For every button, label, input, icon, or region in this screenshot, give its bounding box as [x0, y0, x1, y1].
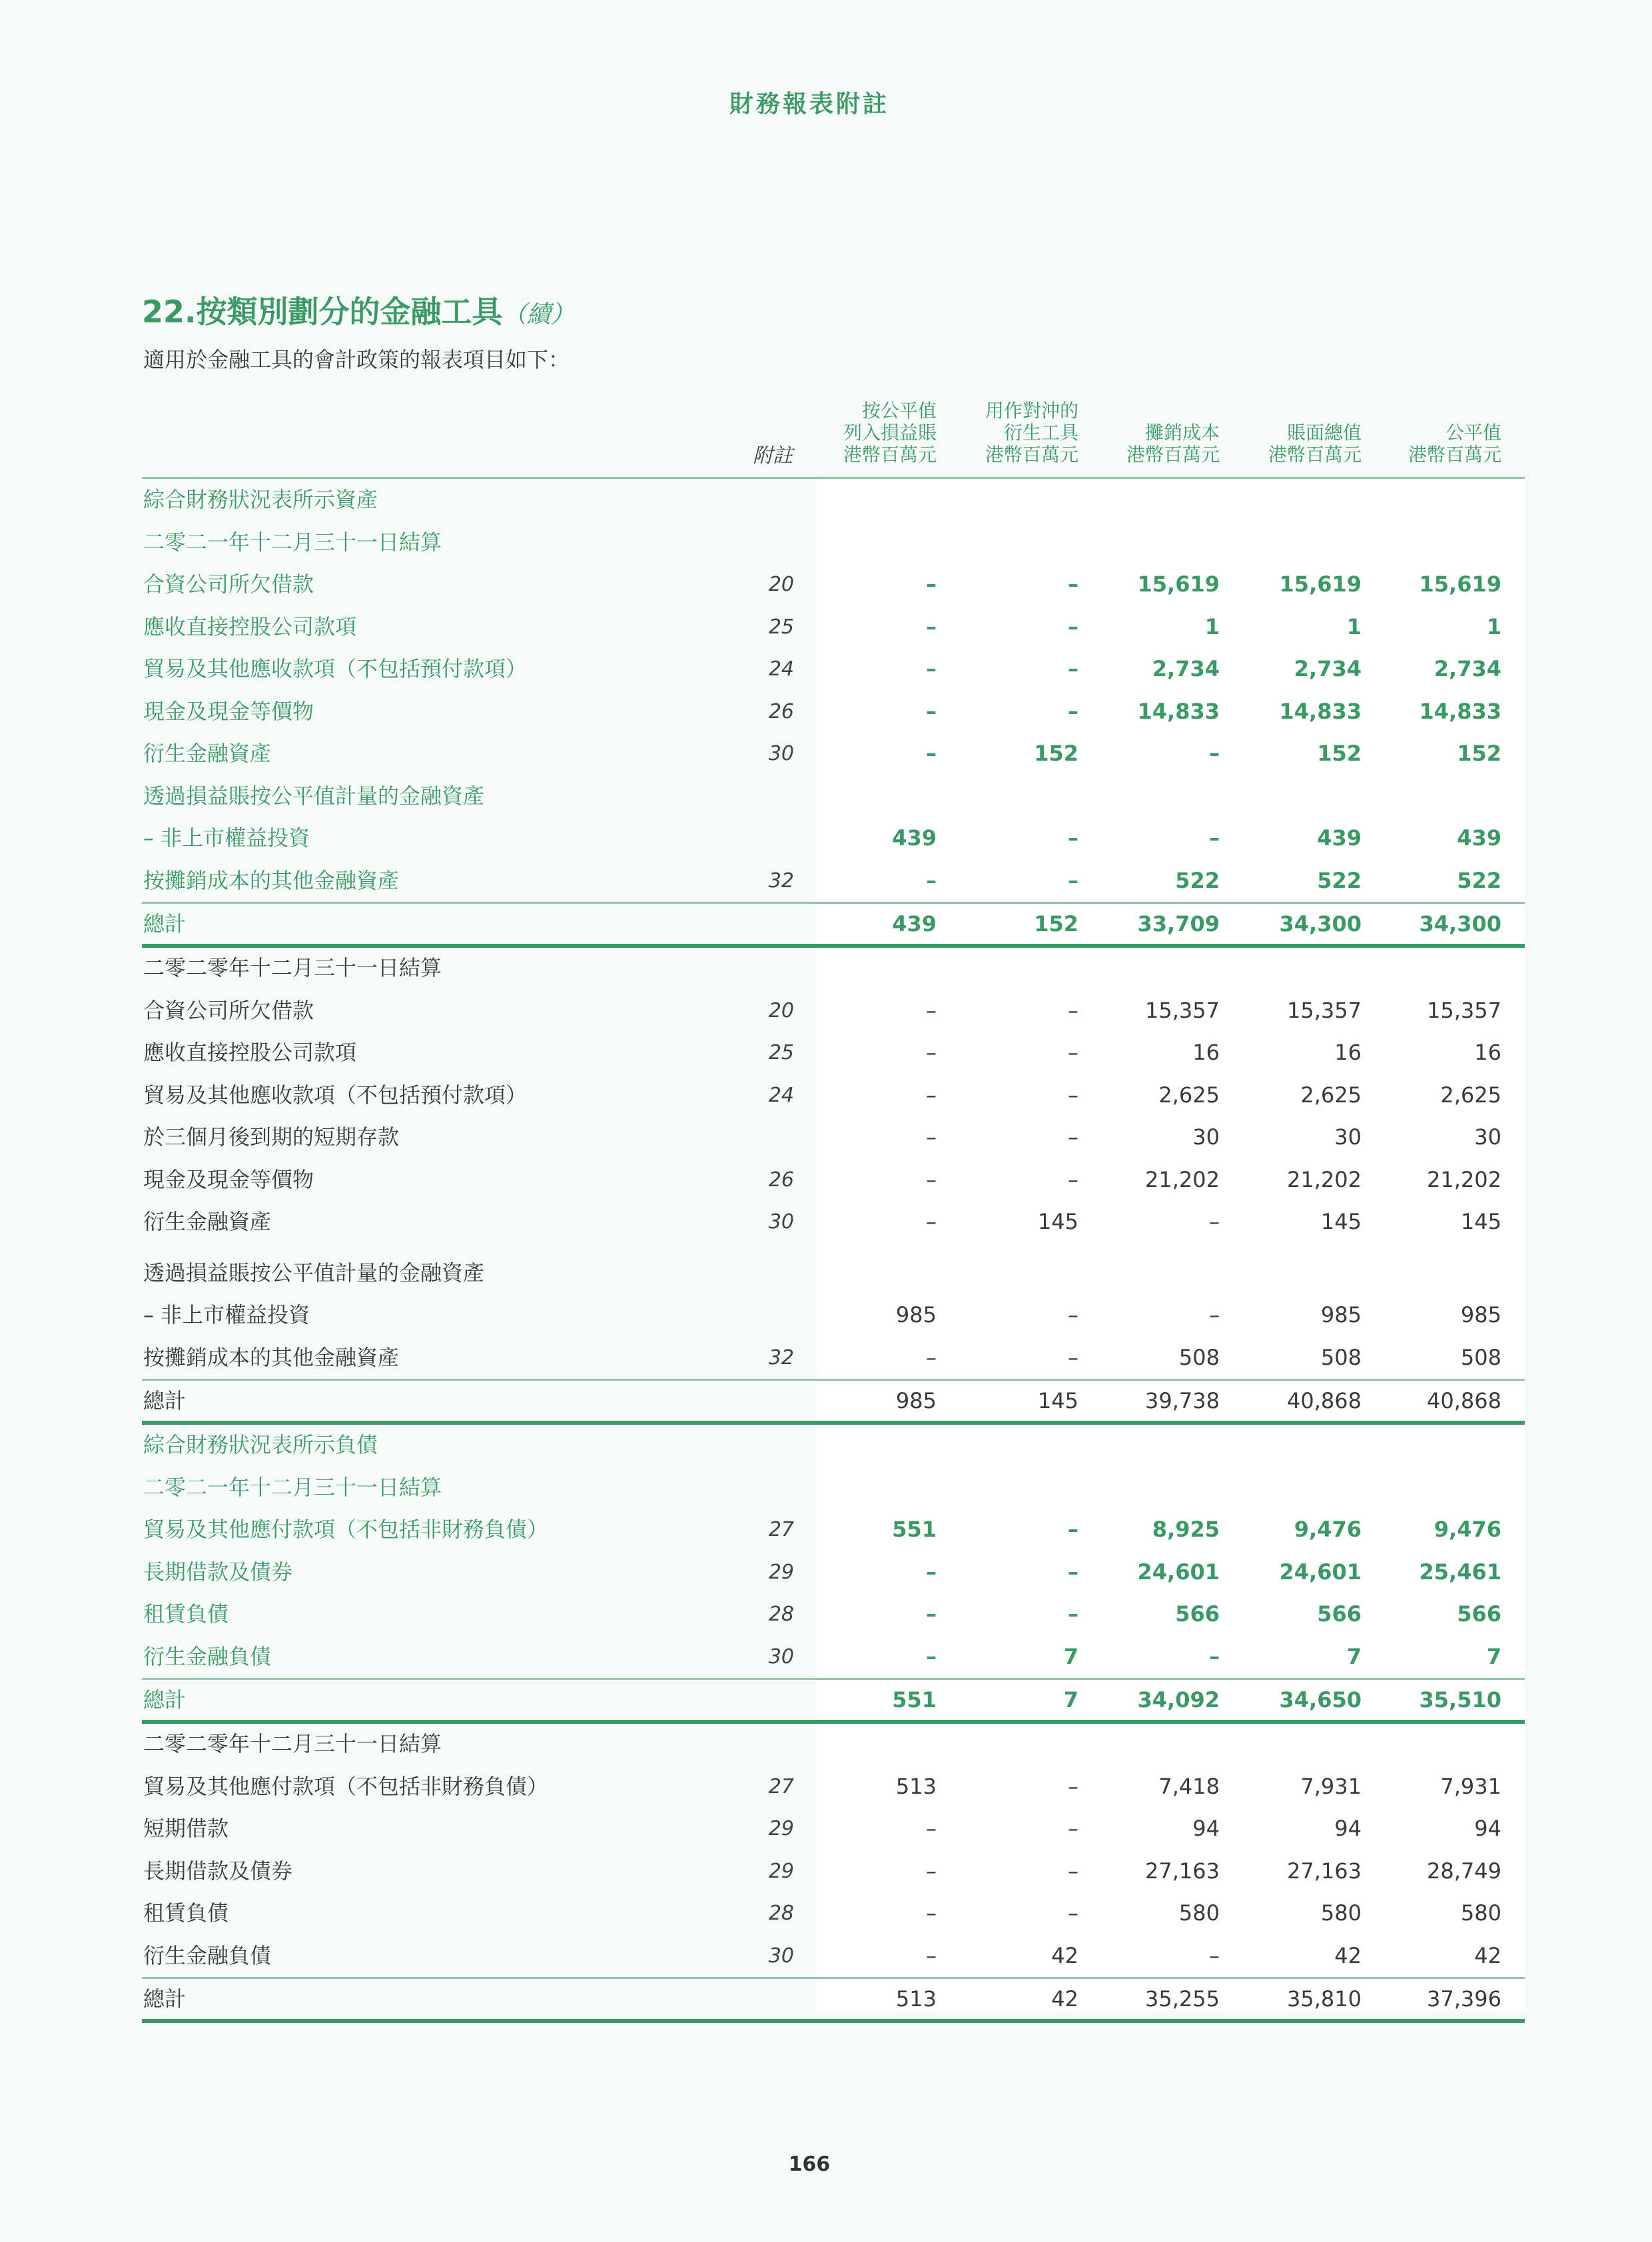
cell-value: 7 — [1486, 1643, 1501, 1669]
cell-value: 985 — [1320, 1302, 1362, 1327]
cell-value: 566 — [1175, 1601, 1220, 1627]
cell-value: – — [1068, 613, 1078, 639]
row-label: 長期借款及債券 — [143, 1858, 293, 1884]
cell-value: 9,476 — [1434, 1517, 1501, 1542]
row-label: 合資公司所欠借款 — [143, 997, 314, 1023]
cell-value: – — [926, 613, 937, 639]
cell-value: – — [926, 741, 937, 766]
cell-value: – — [1068, 1040, 1078, 1065]
section-title — [142, 288, 575, 332]
cell-value: 513 — [895, 1986, 937, 2012]
cell-value: 39,738 — [1145, 1388, 1220, 1413]
cell-value: – — [1068, 1601, 1078, 1627]
cell-value: 1 — [1486, 613, 1501, 639]
cell-value: – — [1068, 656, 1078, 681]
row-note: 29 — [768, 1859, 794, 1883]
cell-value: 30 — [1192, 1124, 1220, 1150]
section-subtitle: 適用於金融工具的會計政策的報表項目如下： — [143, 347, 570, 372]
cell-value: 580 — [1320, 1900, 1362, 1926]
cell-value: 34,300 — [1419, 911, 1501, 936]
row-note: 28 — [768, 1902, 794, 1925]
cell-value: 34,650 — [1279, 1687, 1362, 1712]
row-note: 30 — [768, 1944, 794, 1968]
cell-value: 35,810 — [1287, 1986, 1362, 2012]
row-label: 衍生金融資產 — [143, 1209, 272, 1234]
row-note: 25 — [768, 1041, 794, 1064]
table-row — [142, 733, 1525, 775]
cell-value: 14,833 — [1279, 698, 1362, 724]
table-row — [142, 1551, 1525, 1594]
cell-value: 551 — [892, 1687, 937, 1712]
col-note: 附註 — [753, 444, 793, 468]
row-note: 27 — [768, 1774, 794, 1798]
cell-value: 35,510 — [1419, 1687, 1501, 1712]
cell-value: – — [1068, 1082, 1078, 1108]
row-note: 20 — [768, 573, 794, 596]
page-number: 166 — [788, 2153, 831, 2176]
cell-value: 513 — [895, 1773, 937, 1799]
cell-value: 522 — [1457, 867, 1501, 893]
col-fair-value: 公平值 港幣百萬元 — [1408, 422, 1501, 466]
row-label: 於三個月後到期的短期存款 — [143, 1124, 400, 1150]
row-label: 綜合財務狀況表所示資產 — [143, 487, 378, 512]
cell-value: 985 — [1460, 1302, 1501, 1327]
cell-value: 152 — [1317, 741, 1362, 766]
cell-value: 16 — [1474, 1040, 1501, 1065]
cell-value: 152 — [1034, 911, 1078, 936]
cell-value: 439 — [892, 911, 937, 936]
row-label: 總計 — [143, 911, 187, 936]
cell-value: 439 — [892, 825, 937, 851]
table-row — [142, 775, 1525, 818]
row-label: 透過損益賬按公平值計量的金融資產 — [143, 783, 485, 809]
cell-value: 551 — [892, 1517, 937, 1542]
cell-value: 24,601 — [1137, 1559, 1220, 1585]
cell-value: – — [926, 1082, 937, 1108]
cell-value: 34,092 — [1137, 1687, 1220, 1712]
table-row — [142, 479, 1525, 522]
table-row — [142, 1850, 1525, 1893]
cell-value: 21,202 — [1427, 1166, 1501, 1192]
cell-value: 16 — [1334, 1040, 1362, 1065]
cell-value: – — [1209, 1302, 1220, 1327]
cell-value: 28,749 — [1427, 1858, 1501, 1884]
table-row — [142, 1636, 1525, 1679]
cell-value: – — [1209, 1643, 1220, 1669]
cell-value: – — [926, 1942, 937, 1968]
cell-value: – — [926, 1124, 937, 1150]
cell-value: 15,357 — [1145, 997, 1220, 1023]
row-label: 按攤銷成本的其他金融資產 — [143, 867, 400, 893]
row-label: 應收直接控股公司款項 — [143, 1040, 357, 1065]
row-note: 20 — [768, 998, 794, 1022]
cell-value: 15,619 — [1419, 571, 1501, 597]
row-label: 綜合財務狀況表所示負債 — [143, 1432, 378, 1457]
row-note: 26 — [768, 1168, 794, 1192]
cell-value: – — [926, 1900, 937, 1926]
section-continued: （續） — [502, 301, 575, 328]
cell-value: 2,625 — [1158, 1082, 1220, 1108]
cell-value: 2,625 — [1440, 1082, 1501, 1108]
row-label: 長期借款及債券 — [143, 1559, 293, 1585]
cell-value: – — [1068, 1344, 1078, 1370]
row-label: 衍生金融負債 — [143, 1643, 272, 1669]
row-note: 32 — [768, 1345, 794, 1369]
cell-value: – — [1068, 1302, 1078, 1327]
table-row — [142, 1337, 1525, 1379]
cell-value: – — [1068, 825, 1078, 851]
row-note: 28 — [768, 1603, 794, 1626]
table-row — [142, 990, 1525, 1032]
cell-value: 439 — [1457, 825, 1501, 851]
cell-value: – — [1068, 1858, 1078, 1884]
table-row — [142, 1424, 1525, 1467]
table-row — [142, 1593, 1525, 1636]
cell-value: – — [1209, 1942, 1220, 1968]
cell-value: 508 — [1460, 1344, 1501, 1370]
cell-value: 37,396 — [1427, 1986, 1501, 2012]
cell-value: 7,418 — [1158, 1773, 1220, 1799]
cell-value: – — [926, 656, 937, 681]
row-label: – 非上市權益投資 — [143, 825, 310, 851]
col-fvtpl: 按公平值 列入損益賬 港幣百萬元 — [843, 400, 937, 466]
cell-value: 145 — [1320, 1209, 1362, 1234]
cell-value: 2,734 — [1434, 656, 1501, 681]
cell-value: – — [926, 1559, 937, 1585]
cell-value: – — [1209, 741, 1220, 766]
cell-value: 7,931 — [1300, 1773, 1362, 1799]
cell-value: 16 — [1192, 1040, 1220, 1065]
table-row — [142, 691, 1525, 733]
cell-value: – — [926, 1816, 937, 1841]
table-row — [142, 1379, 1525, 1425]
cell-value: 152 — [1034, 741, 1078, 766]
table-row — [142, 1766, 1525, 1808]
table-row — [142, 1252, 1525, 1295]
row-label: 租賃負債 — [143, 1900, 229, 1926]
row-label: 二零二一年十二月三十一日結算 — [143, 529, 442, 555]
cell-value: 7 — [1063, 1687, 1078, 1712]
cell-value: 1 — [1346, 613, 1362, 639]
cell-value: – — [926, 997, 937, 1023]
cell-value: 7 — [1346, 1643, 1362, 1669]
cell-value: – — [1068, 698, 1078, 724]
col-carrying: 賬面總值 港幣百萬元 — [1268, 422, 1362, 466]
cell-value: 7,931 — [1440, 1773, 1501, 1799]
table-row — [142, 1201, 1525, 1244]
cell-value: 985 — [895, 1302, 937, 1327]
cell-value: 15,619 — [1137, 571, 1220, 597]
cell-value: 985 — [895, 1388, 937, 1413]
row-label: 衍生金融負債 — [143, 1942, 272, 1968]
table-row — [142, 1074, 1525, 1117]
cell-value: 2,625 — [1300, 1082, 1362, 1108]
cell-value: 580 — [1460, 1900, 1501, 1926]
cell-value: 566 — [1457, 1601, 1501, 1627]
row-label: 透過損益賬按公平值計量的金融資產 — [143, 1260, 485, 1286]
row-note: 24 — [768, 657, 794, 681]
table-row — [142, 902, 1525, 948]
cell-value: 42 — [1051, 1986, 1078, 2012]
table-row — [142, 1116, 1525, 1159]
cell-value: – — [1068, 1773, 1078, 1799]
cell-value: 152 — [1457, 741, 1501, 766]
cell-value: 145 — [1037, 1388, 1078, 1413]
table-row — [142, 1723, 1525, 1766]
cell-value: 94 — [1334, 1816, 1362, 1841]
row-label: 貿易及其他應收款項（不包括預付款項） — [143, 656, 528, 681]
cell-value: 94 — [1192, 1816, 1220, 1841]
cell-value: – — [1209, 825, 1220, 851]
table-row — [142, 1509, 1525, 1551]
cell-value: – — [926, 1209, 937, 1234]
row-note: 29 — [768, 1560, 794, 1584]
col-hedging: 用作對沖的 衍生工具 港幣百萬元 — [985, 400, 1078, 466]
row-label: 總計 — [143, 1388, 187, 1413]
cell-value: – — [1068, 1124, 1078, 1150]
row-label: 短期借款 — [143, 1816, 229, 1841]
table-row — [142, 1467, 1525, 1509]
row-label: 二零二一年十二月三十一日結算 — [143, 1474, 442, 1500]
table-row — [142, 1032, 1525, 1074]
table-row — [142, 947, 1525, 990]
row-note: 27 — [768, 1518, 794, 1541]
cell-value: 42 — [1474, 1942, 1501, 1968]
row-label: 現金及現金等價物 — [143, 698, 314, 724]
cell-value: 15,357 — [1287, 997, 1362, 1023]
cell-value: 508 — [1178, 1344, 1220, 1370]
cell-value: 42 — [1051, 1942, 1078, 1968]
cell-value: 522 — [1317, 867, 1362, 893]
cell-value: 34,300 — [1279, 911, 1362, 936]
row-label: 二零二零年十二月三十一日結算 — [143, 955, 442, 980]
cell-value: 40,868 — [1427, 1388, 1501, 1413]
row-label: 總計 — [143, 1687, 187, 1712]
row-note: 25 — [768, 615, 794, 639]
cell-value: 2,734 — [1152, 656, 1220, 681]
cell-value: 21,202 — [1287, 1166, 1362, 1192]
cell-value: 9,476 — [1294, 1517, 1362, 1542]
col-amortised: 攤銷成本 港幣百萬元 — [1126, 422, 1220, 466]
running-header: 財務報表附註 — [729, 91, 889, 118]
cell-value: – — [926, 1858, 937, 1884]
cell-value: 24,601 — [1279, 1559, 1362, 1585]
cell-value: – — [1209, 1209, 1220, 1234]
cell-value: – — [1068, 867, 1078, 893]
cell-value: 508 — [1320, 1344, 1362, 1370]
cell-value: 580 — [1178, 1900, 1220, 1926]
cell-value: 94 — [1474, 1816, 1501, 1841]
cell-value: 566 — [1317, 1601, 1362, 1627]
cell-value: 14,833 — [1419, 698, 1501, 724]
table-row — [142, 606, 1525, 649]
cell-value: 8,925 — [1152, 1517, 1220, 1542]
row-label: 租賃負債 — [143, 1601, 229, 1627]
cell-value: 35,255 — [1145, 1986, 1220, 2012]
row-label: 二零二零年十二月三十一日結算 — [143, 1731, 442, 1756]
cell-value: 30 — [1474, 1124, 1501, 1150]
cell-value: – — [1068, 571, 1078, 597]
table-row — [142, 648, 1525, 691]
row-note: 30 — [768, 742, 794, 765]
row-note: 26 — [768, 699, 794, 723]
cell-value: – — [926, 698, 937, 724]
cell-value: 30 — [1334, 1124, 1362, 1150]
row-label: 按攤銷成本的其他金融資產 — [143, 1344, 400, 1370]
row-label: 應收直接控股公司款項 — [143, 613, 357, 639]
table-row — [142, 860, 1525, 903]
cell-value: – — [926, 1601, 937, 1627]
cell-value: – — [1068, 1166, 1078, 1192]
section-title-text: 22.按類別劃分的金融工具 — [142, 294, 503, 330]
cell-value: 33,709 — [1137, 911, 1220, 936]
cell-value: 145 — [1037, 1209, 1078, 1234]
cell-value: 27,163 — [1287, 1858, 1362, 1884]
financial-instruments-table — [142, 479, 1525, 2022]
table-row — [142, 1678, 1525, 1724]
row-label: 貿易及其他應付款項（不包括非財務負債） — [143, 1517, 549, 1542]
row-note: 30 — [768, 1210, 794, 1234]
table-row — [142, 563, 1525, 606]
table-row — [142, 522, 1525, 564]
table-row — [142, 1294, 1525, 1337]
table-row — [142, 817, 1525, 860]
cell-value: – — [926, 1643, 937, 1669]
row-note: 29 — [768, 1817, 794, 1840]
row-note: 30 — [768, 1645, 794, 1669]
cell-value: 21,202 — [1145, 1166, 1220, 1192]
cell-value: 145 — [1460, 1209, 1501, 1234]
cell-value: 522 — [1175, 867, 1220, 893]
cell-value: 1 — [1204, 613, 1220, 639]
cell-value: – — [1068, 1900, 1078, 1926]
cell-value: 15,357 — [1427, 997, 1501, 1023]
cell-value: – — [926, 1040, 937, 1065]
cell-value: 15,619 — [1279, 571, 1362, 597]
cell-value: 14,833 — [1137, 698, 1220, 724]
cell-value: – — [1068, 1559, 1078, 1585]
cell-value: 40,868 — [1287, 1388, 1362, 1413]
cell-value: – — [1068, 997, 1078, 1023]
table-row — [142, 1892, 1525, 1935]
cell-value: – — [1068, 1517, 1078, 1542]
cell-value: – — [926, 1344, 937, 1370]
row-label: 現金及現金等價物 — [143, 1166, 314, 1192]
cell-value: – — [926, 571, 937, 597]
cell-value: 2,734 — [1294, 656, 1362, 681]
cell-value: – — [926, 867, 937, 893]
table-row — [142, 1159, 1525, 1202]
cell-value: 27,163 — [1145, 1858, 1220, 1884]
cell-value: 25,461 — [1419, 1559, 1501, 1585]
table-row — [142, 1977, 1525, 2023]
row-note: 32 — [768, 869, 794, 893]
row-label: 貿易及其他應付款項（不包括非財務負債） — [143, 1773, 549, 1799]
row-label: 衍生金融資產 — [143, 741, 272, 766]
row-label: 貿易及其他應收款項（不包括預付款項） — [143, 1082, 528, 1108]
cell-value: 7 — [1063, 1643, 1078, 1669]
row-note: 24 — [768, 1083, 794, 1107]
table-row — [142, 1935, 1525, 1978]
row-label: 總計 — [143, 1986, 187, 2012]
row-label: – 非上市權益投資 — [143, 1302, 310, 1327]
cell-value: – — [1068, 1816, 1078, 1841]
cell-value: 439 — [1317, 825, 1362, 851]
cell-value: 42 — [1334, 1942, 1362, 1968]
cell-value: – — [926, 1166, 937, 1192]
row-label: 合資公司所欠借款 — [143, 571, 314, 597]
table-row — [142, 1808, 1525, 1850]
